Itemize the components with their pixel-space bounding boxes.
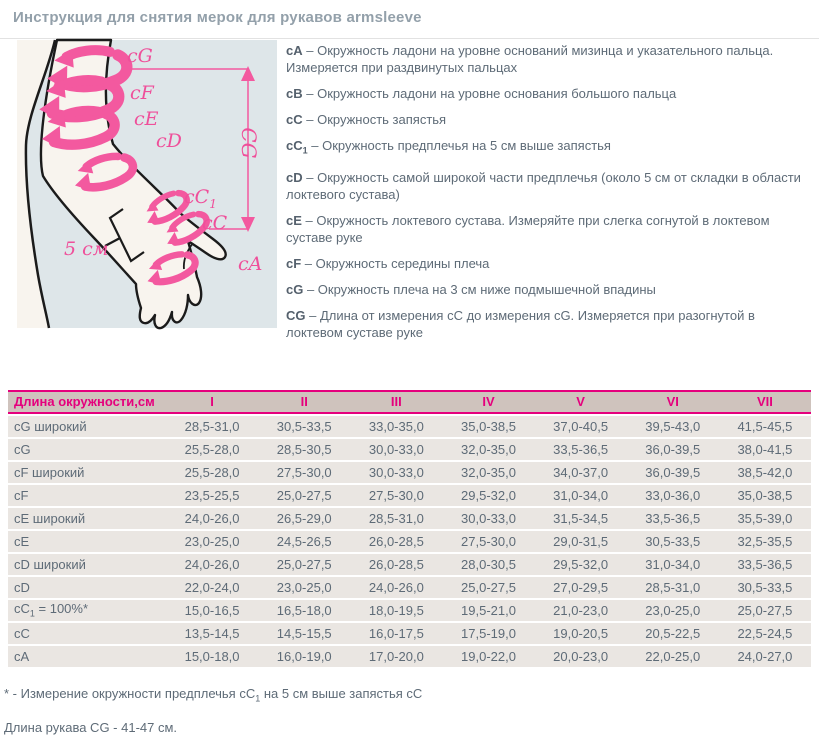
arm-measurement-illustration [17, 40, 277, 333]
size-value-cell: 31,5-34,5 [535, 508, 627, 531]
length-label-CG: CG [237, 127, 261, 159]
measure-label-cD: cD [156, 130, 182, 152]
size-value-cell: 29,5-32,0 [442, 485, 534, 508]
size-value-cell: 22,5-24,5 [719, 623, 811, 646]
measure-label-cA: cA [238, 253, 263, 275]
size-value-cell: 24,0-26,0 [166, 554, 258, 577]
size-value-cell: 22,0-25,0 [627, 646, 719, 669]
row-label: cG [8, 439, 166, 462]
size-value-cell: 27,0-29,5 [535, 577, 627, 600]
header-circumference-label: Длина окружности,см [8, 390, 166, 414]
description-item: cG – Окружность плеча на 3 см ниже подмышечной впадины [286, 281, 656, 297]
size-value-cell: 30,0-33,0 [442, 508, 534, 531]
row-label: cF широкий [8, 462, 166, 485]
size-value-cell: 39,5-43,0 [627, 414, 719, 439]
size-table [8, 390, 811, 669]
size-value-cell: 25,0-27,5 [258, 554, 350, 577]
size-value-cell: 30,5-33,5 [719, 577, 811, 600]
header-size-VII: VII [719, 390, 811, 414]
header-size-III: III [350, 390, 442, 414]
header-size-V: V [535, 390, 627, 414]
size-value-cell: 31,0-34,0 [627, 554, 719, 577]
size-value-cell: 37,0-40,5 [535, 414, 627, 439]
description-item: cE – Окружность локтевого сустава. Измеряйте при слегка согнутой в локтевом суставе руке [286, 212, 770, 245]
measure-label-cF: cF [130, 82, 154, 104]
size-value-cell: 28,5-31,0 [166, 414, 258, 439]
size-value-cell: 23,0-25,0 [627, 600, 719, 623]
size-table-body [8, 414, 811, 669]
size-value-cell: 25,5-28,0 [166, 462, 258, 485]
row-label: cE широкий [8, 508, 166, 531]
table-row [8, 414, 811, 439]
size-value-cell: 29,0-31,5 [535, 531, 627, 554]
size-value-cell: 36,0-39,5 [627, 462, 719, 485]
description-item: cC – Окружность запястья [286, 112, 447, 127]
size-value-cell: 28,5-30,5 [258, 439, 350, 462]
measure-label-cE: cE [134, 108, 159, 130]
size-value-cell: 35,0-38,5 [719, 485, 811, 508]
table-row [8, 508, 811, 531]
row-label: cD широкий [8, 554, 166, 577]
size-value-cell: 25,0-27,5 [258, 485, 350, 508]
size-value-cell: 29,5-32,0 [535, 554, 627, 577]
size-value-cell: 33,5-36,5 [535, 439, 627, 462]
size-table-header [8, 390, 811, 414]
size-value-cell: 26,0-28,5 [350, 531, 442, 554]
header-size-VI: VI [627, 390, 719, 414]
size-value-cell: 34,0-37,0 [535, 462, 627, 485]
size-value-cell: 27,5-30,0 [442, 531, 534, 554]
size-value-cell: 19,0-22,0 [442, 646, 534, 669]
content-area [0, 39, 819, 350]
size-value-cell: 28,0-30,5 [442, 554, 534, 577]
size-value-cell: 32,0-35,0 [442, 462, 534, 485]
size-value-cell: 28,5-31,0 [627, 577, 719, 600]
row-label: cF [8, 485, 166, 508]
description-item: cB – Окружность ладони на уровне основания большого пальца [286, 86, 677, 101]
size-value-cell: 19,5-21,0 [442, 600, 534, 623]
footnote-sleeve-length: Длина рукава CG - 41-47 см. [4, 720, 178, 736]
size-value-cell: 35,5-39,0 [719, 508, 811, 531]
size-value-cell: 30,5-33,5 [258, 414, 350, 439]
description-item: cD – Окружность самой широкой части предплечья (около 5 см от складки в области локтевого сустава) [286, 169, 801, 202]
size-value-cell: 26,0-28,5 [350, 554, 442, 577]
description-item: cA – Окружность ладони на уровне оснований мизинца и указательного пальца. Измеряется при раздвинутых пальцах [286, 43, 774, 75]
size-value-cell: 15,0-16,5 [166, 600, 258, 623]
distance-label-5cm: 5 см [64, 238, 109, 260]
size-value-cell: 26,5-29,0 [258, 508, 350, 531]
size-value-cell: 15,0-18,0 [166, 646, 258, 669]
size-value-cell: 33,0-35,0 [350, 414, 442, 439]
size-value-cell: 16,0-19,0 [258, 646, 350, 669]
table-row [8, 462, 811, 485]
description-item: CG – Длина от измерения cC до измерения cG. Измеряется при разогнутой в локтевом суставе руке [286, 307, 755, 340]
size-value-cell: 25,0-27,5 [719, 600, 811, 623]
size-value-cell: 23,5-25,5 [166, 485, 258, 508]
size-value-cell: 20,0-23,0 [535, 646, 627, 669]
size-value-cell: 13,5-14,5 [166, 623, 258, 646]
size-value-cell: 23,0-25,0 [258, 577, 350, 600]
header-size-II: II [258, 390, 350, 414]
size-value-cell: 16,5-18,0 [258, 600, 350, 623]
size-value-cell: 22,0-24,0 [166, 577, 258, 600]
size-value-cell: 14,5-15,5 [258, 623, 350, 646]
size-value-cell: 33,5-36,5 [719, 554, 811, 577]
size-value-cell: 30,0-33,0 [350, 462, 442, 485]
size-value-cell: 28,5-31,0 [350, 508, 442, 531]
size-value-cell: 38,5-42,0 [719, 462, 811, 485]
size-value-cell: 24,0-27,0 [719, 646, 811, 669]
size-value-cell: 32,0-35,0 [442, 439, 534, 462]
size-value-cell: 19,0-20,5 [535, 623, 627, 646]
size-value-cell: 18,0-19,5 [350, 600, 442, 623]
size-value-cell: 16,0-17,5 [350, 623, 442, 646]
table-row [8, 485, 811, 508]
row-label: cD [8, 577, 166, 600]
table-row [8, 531, 811, 554]
size-value-cell: 33,5-36,5 [627, 508, 719, 531]
size-value-cell: 24,5-26,5 [258, 531, 350, 554]
row-label: cA [8, 646, 166, 669]
size-value-cell: 38,0-41,5 [719, 439, 811, 462]
size-value-cell: 17,0-20,0 [350, 646, 442, 669]
size-value-cell: 32,5-35,5 [719, 531, 811, 554]
size-value-cell: 31,0-34,0 [535, 485, 627, 508]
table-row [8, 623, 811, 646]
description-item: cF – Окружность середины плеча [286, 255, 490, 271]
size-value-cell: 25,5-28,0 [166, 439, 258, 462]
size-value-cell: 24,0-26,0 [166, 508, 258, 531]
size-value-cell: 24,0-26,0 [350, 577, 442, 600]
row-label: cG широкий [8, 414, 166, 439]
measure-label-cG: cG [127, 45, 153, 67]
page-title: Инструкция для снятия мерок для рукавов armsleeve [13, 9, 422, 26]
row-label: cE [8, 531, 166, 554]
size-value-cell: 17,5-19,0 [442, 623, 534, 646]
row-label: $cC_1 = 100\%*$ [8, 600, 166, 623]
size-value-cell: 33,0-36,0 [627, 485, 719, 508]
description-item: $cC_1$ – Окружность предплечья на 5 см выше запястья [286, 138, 611, 156]
table-row [8, 439, 811, 462]
size-value-cell: 35,0-38,5 [442, 414, 534, 439]
size-value-cell: 23,0-25,0 [166, 531, 258, 554]
size-value-cell: 20,5-22,5 [627, 623, 719, 646]
size-value-cell: 27,5-30,0 [350, 485, 442, 508]
size-value-cell: 30,0-33,0 [350, 439, 442, 462]
table-row [8, 577, 811, 600]
size-value-cell: 30,5-33,5 [627, 531, 719, 554]
header-size-I: I [166, 390, 258, 414]
table-row [8, 554, 811, 577]
footnote-cc1: * - Измерение окружности предплечья $cC_1$ на 5 см выше запястья cC [4, 685, 423, 704]
size-value-cell: 21,0-23,0 [535, 600, 627, 623]
size-value-cell: 25,0-27,5 [442, 577, 534, 600]
size-value-cell: 41,5-45,5 [719, 414, 811, 439]
row-label: cC [8, 623, 166, 646]
header-size-IV: IV [442, 390, 534, 414]
table-row [8, 600, 811, 623]
measure-label-cC1: $cC_1$ [184, 186, 217, 211]
table-row [8, 646, 811, 669]
measurement-descriptions [277, 40, 809, 350]
size-value-cell: 27,5-30,0 [258, 462, 350, 485]
size-value-cell: 36,0-39,5 [627, 439, 719, 462]
measure-label-cC: cC [202, 212, 228, 234]
arm-diagram-svg [17, 40, 277, 328]
